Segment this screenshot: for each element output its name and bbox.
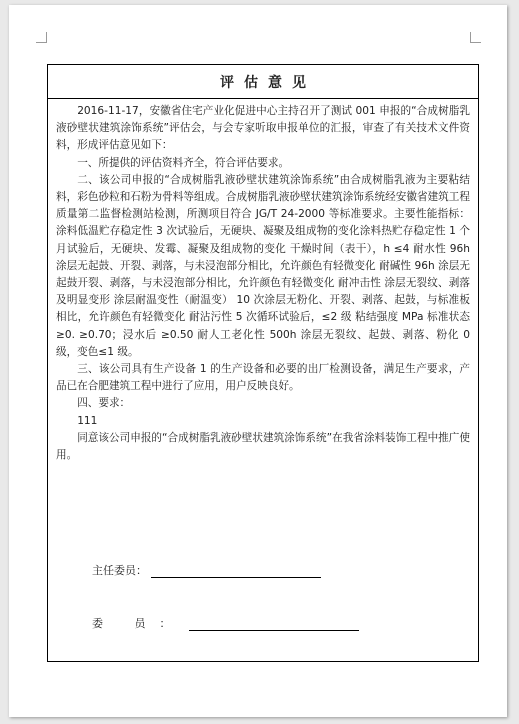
crop-mark-top-right <box>470 32 481 43</box>
section-one: 一、所提供的评估资料齐全，符合评估要求。 <box>77 156 290 169</box>
member-label: 委 员： <box>92 617 185 630</box>
assessment-form <box>47 64 479 662</box>
intro-paragraph: 2016-11-17，安徽省住宅产业化促进中心主持召开了测试 001 申报的“合成树脂乳液砂壁状建筑涂饰系统”评估会，与会专家听取申报单位的汇报，审查了有关技术文件资料，形成评估意见如下： <box>56 105 470 152</box>
assessment-body <box>48 99 478 464</box>
section-two: 二、该公司申报的“合成树脂乳液砂壁状建筑涂饰系统”由合成树脂乳液为主要粘结料，彩色砂粒和石粉为骨料等组成。合成树脂乳液砂壁状建筑涂饰系统经安徽省建筑工程质量第二监督检测站检测，所测项目符合 JG/T 24-2000 等标准要求。主要性能指标：涂料低温贮存稳定性 3 次试验后，无硬块、凝聚及组成物的变化涂料热贮存稳定性 1 个月试验后，无硬块、发霉、凝聚及组成物的变化 干燥时间（表干），h ≤4 耐水性 96h 涂层无起鼓、开裂、剥落，与未浸泡部分相比，允许颜色有轻微变化 耐碱性 96h 涂层无起鼓开裂、剥落，与未浸泡部分相比，允许颜色有轻微变化 耐冲击性 涂层无裂纹、剥落及明显变形 涂层耐温变性（耐温变） 10 次涂层无粉化、开裂、剥落、起鼓，与标准板相比，允许颜色有轻微变化 耐沾污性 5 次循环试验后，≤2 级 粘结强度 MPa 标准状态 ≥0. ≥0.70；浸水后 ≥0.50 耐人工老化性 500h 涂层无裂纹、起鼓、剥落、粉化 0 级，变色≤1 级。 <box>56 173 470 358</box>
section-three: 三、该公司具有生产设备 1 的生产设备和必要的出厂检测设备，满足生产要求，产品已在合肥建筑工程中进行了应用，用户反映良好。 <box>56 363 470 393</box>
conclusion-paragraph: 同意该公司申报的“合成树脂乳液砂壁状建筑涂饰系统”在我省涂料装饰工程中推广使用。 <box>56 431 470 462</box>
crop-mark-top-left <box>36 32 47 43</box>
section-four-heading: 四、要求： <box>77 397 131 410</box>
title-row <box>48 65 478 99</box>
chair-signature-line <box>151 564 321 578</box>
chair-label: 主任委员： <box>92 564 147 577</box>
document-page <box>9 5 507 717</box>
requirement-text: 111 <box>77 414 98 427</box>
member-signature <box>92 615 359 631</box>
form-title: 评估意见 <box>220 74 316 91</box>
member-signature-line <box>189 617 359 631</box>
chair-signature <box>92 562 321 578</box>
